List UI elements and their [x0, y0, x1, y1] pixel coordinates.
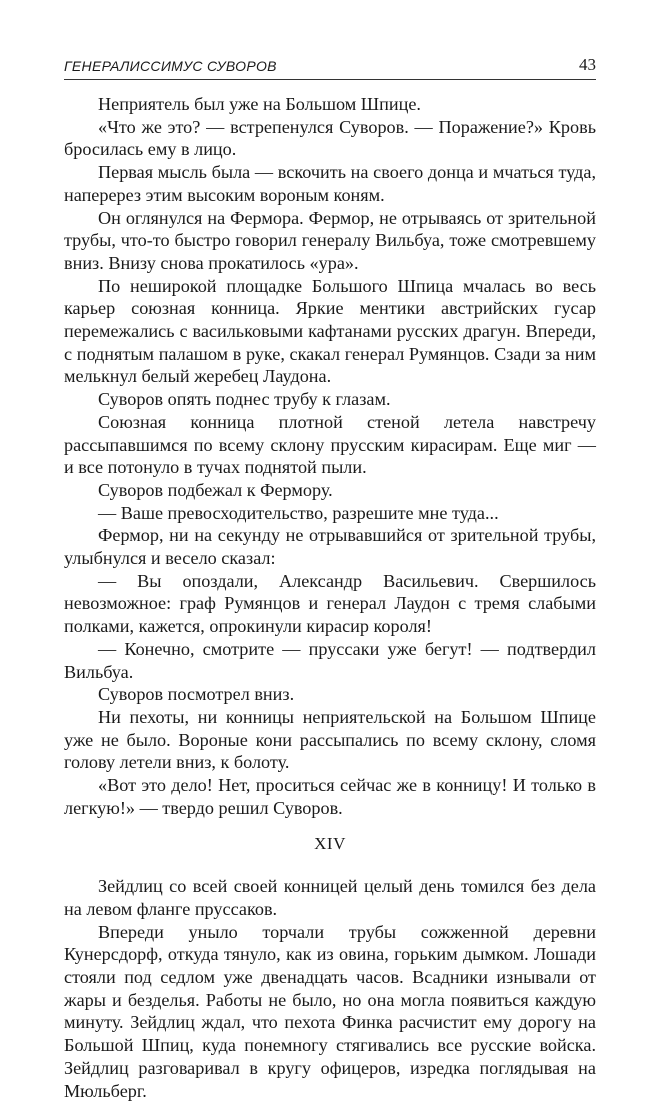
paragraph: — Конечно, смотрите — пруссаки уже бегут! — подтвердил Вильбуа. — [64, 638, 596, 682]
paragraph: Фермор, ни на секунду не отрывавшийся от зрительной трубы, улыбнулся и весело сказал: — [64, 525, 596, 569]
paragraph: Неприятель был уже на Большом Шпице. — [98, 94, 421, 114]
paragraph: Суворов подбежал к Фермору. — [98, 479, 333, 500]
running-title: ГЕНЕРАЛИССИМУС СУВОРОВ — [64, 58, 277, 74]
paragraph: Впереди уныло торчали трубы сожженной деревни Кунерсдорф, откуда тянуло, как из овина, горьким дымком. Лошади стояли под седлом уже двенадцать часов. Всадники изнывали от жары и безделья. Работы не было, но она могла появиться каждую минуту. Зейдлиц ждал, что пехота Финка расчистит ему дорогу на Большой Шпиц, куда понемногу стягивались все русские войска. Зейдлиц разговаривал в кругу офицеров, изредка поглядывая на Мюльберг. — [64, 921, 596, 1101]
paragraph: Ни пехоты, ни конницы неприятельской на Большом Шпице уже не было. Вороные кони рассыпались по всему склону, сломя голову летели вниз, к болоту. — [64, 706, 596, 773]
paragraph: Он оглянулся на Фермора. Фермор, не отрываясь от зрительной трубы, что-то быстро говорил генералу Вильбуа, тоже смотревшему вниз. Внизу снова прокатилось «ура». — [64, 207, 596, 273]
paragraph: Союзная конница плотной стеной летела навстречу рассыпавшимся по всему склону прусским кирасирам. Еще миг — и все потонуло в тучах поднятой пыли. — [64, 411, 596, 478]
page-number: 43 — [579, 55, 596, 74]
paragraph: Зейдлиц со всей своей конницей целый день томился без дела на левом фланге пруссаков. — [64, 876, 596, 919]
paragraph: — Вы опоздали, Александр Васильевич. Свершилось невозможное: граф Румянцов и генерал Лаудон с тремя слабыми полками, кажется, опрокинули кирасир короля! — [64, 570, 596, 637]
chapter-heading: XIV — [314, 833, 346, 853]
paragraph: Суворов опять поднес трубу к глазам. — [98, 389, 391, 410]
paragraph: Первая мысль была — вскочить на своего донца и мчаться туда, наперерез этим высоким вороным коням. — [64, 162, 596, 205]
paragraph: «Вот это дело! Нет, проситься сейчас же в конницу! И только в легкую!» — твердо решил Суворов. — [64, 775, 596, 818]
paragraph: — Ваше превосходительство, разрешите мне туда... — [98, 502, 499, 523]
body-text — [64, 93, 596, 1102]
running-header — [64, 56, 596, 78]
paragraph: «Что же это? — встрепенулся Суворов. — Поражение?» Кровь бросилась ему в лицо. — [64, 116, 596, 160]
header-rule — [64, 79, 596, 80]
paragraph: По неширокой площадке Большого Шпица мчалась во весь карьер союзная конница. Яркие ментики австрийских гусар перемежались с васильковыми кафтанами русских драгун. Впереди, с поднятым палашом в руке, скакал генерал Румянцов. Сзади за ним мелькнул белый жеребец Лаудона. — [64, 275, 596, 387]
paragraph: Суворов посмотрел вниз. — [98, 684, 295, 705]
